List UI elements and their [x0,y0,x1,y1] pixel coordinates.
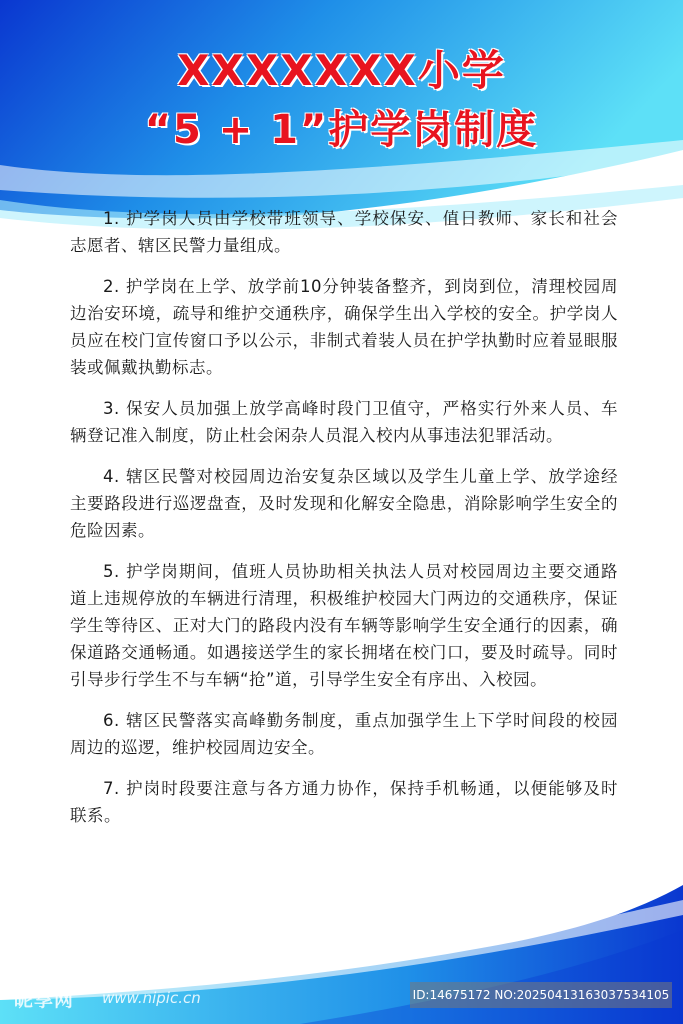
school-name-title: XXXXXXX小学 [177,46,506,95]
regulation-item-2: 2. 护学岗在上学、放学前10分钟装备整齐，到岗到位，清理校园周边治安环境，疏导和维护交通秩序，确保学生出入学校的安全。护学岗人员应在校门宣传窗口予以公示，非制式着装人员在护学执勤时应着显眼服装或佩戴执勤标志。 [70,277,618,377]
regulation-item-5: 5. 护学岗期间，值班人员协助相关执法人员对校园周边主要交通路道上违规停放的车辆进行清理，积极维护校园大门两边的交通秩序，保证学生等待区、正对大门的路段内没有车辆等影响学生安全通行的因素，确保道路交通畅通。如遇接送学生的家长拥堵在校门口，要及时疏导。同时引导步行学生不与车辆“抢”道，引导学生安全有序出、入校园。 [70,562,618,689]
watermark-url: www.nipic.cn [102,989,201,1007]
watermark-site-name: 昵享网 [14,989,75,1011]
watermark-id-label: ID:14675172 NO:20250413163037534105 [410,982,672,1008]
regulation-item-3: 3. 保安人员加强上放学高峰时段门卫值守，严格实行外来人员、车辆登记准入制度，防止杜会闲杂人员混入校内从事违法犯罪活动。 [70,399,618,445]
regulation-item-7: 7. 护岗时段要注意与各方通力协作，保持手机畅通，以便能够及时联系。 [70,779,618,825]
regulation-content [70,205,618,843]
regulation-item-6: 6. 辖区民警落实高峰勤务制度，重点加强学生上下学时间段的校园周边的巡逻，维护校园周边安全。 [70,711,618,757]
regulation-item-4: 4. 辖区民警对校园周边治安复杂区域以及学生儿童上学、放学途经主要路段进行巡逻盘查，及时发现和化解安全隐患，消除影响学生安全的危险因素。 [70,467,618,540]
regulation-title: “5 + 1”护学岗制度 [144,107,539,153]
regulation-item-1: 1. 护学岗人员由学校带班领导、学校保安、值日教师、家长和社会志愿者、辖区民警力量组成。 [70,209,618,255]
